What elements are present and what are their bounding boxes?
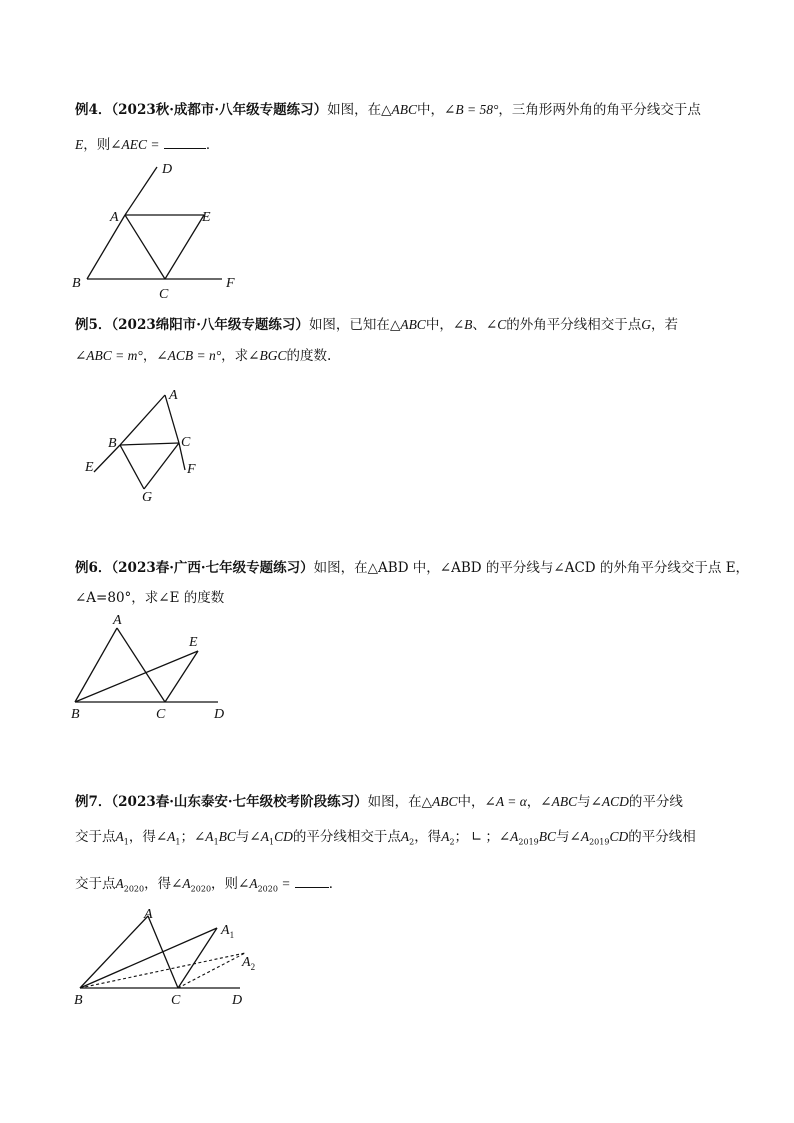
line-ba2-dashed	[80, 953, 245, 988]
text: 中，	[425, 317, 453, 333]
text: 、	[472, 317, 486, 333]
figure-example-7	[60, 900, 280, 1012]
text: 的平分线	[628, 794, 683, 810]
label-b: B	[108, 436, 117, 451]
text: ；	[454, 829, 469, 845]
example-7-line-2	[75, 830, 696, 847]
example-source: （2023春·广西·七年级专题练习）	[111, 560, 314, 576]
math-text: CD	[609, 829, 629, 844]
figure-example-5	[80, 385, 220, 510]
math-angle: ∠B	[452, 317, 473, 332]
text: 的外角平分线相交于点	[506, 317, 642, 333]
label-f: F	[226, 276, 235, 291]
line-ab	[75, 628, 117, 702]
line-ab	[87, 215, 125, 279]
math-point: A	[115, 876, 124, 891]
subscript: 2	[449, 837, 455, 847]
example-5-line-1	[75, 318, 678, 333]
answer-blank[interactable]	[164, 136, 206, 149]
math-point: G	[641, 317, 651, 332]
label-c: C	[171, 993, 181, 1008]
math-triangle: △ABC	[389, 317, 426, 332]
text: ∠A=80°，求∠E 的度数	[75, 590, 225, 606]
example-4-line-2	[75, 136, 219, 153]
text: 如图，在	[327, 102, 382, 118]
answer-blank[interactable]	[295, 875, 329, 888]
line-bc	[120, 443, 179, 445]
text: 与	[577, 794, 591, 810]
math-angle: ∠A	[249, 829, 269, 844]
text: ，则	[83, 137, 111, 153]
label-b: B	[72, 276, 81, 291]
example-source: （2023绵阳市·八年级专题练习）	[111, 317, 309, 333]
text: ；	[180, 829, 194, 845]
text: 如图，在△ABD 中，∠ABD 的平分线与∠ACD 的外角平分线交于点 E，	[313, 560, 750, 576]
math-angle: ∠ABC	[540, 794, 578, 809]
text: 的度数.	[286, 348, 332, 364]
subscript: 1	[123, 837, 129, 847]
text: ，	[526, 794, 541, 810]
math-condition: ∠B = 58°	[444, 102, 499, 117]
subscript: 2020	[123, 884, 145, 894]
text: 如图，在	[367, 794, 422, 810]
subscript: 1	[175, 837, 181, 847]
line-bg	[120, 445, 144, 489]
label-a2: $A_2$	[242, 955, 256, 972]
subscript: 2020	[190, 884, 212, 894]
example-number: 例5．	[75, 317, 112, 333]
text: 的平分线相	[628, 829, 696, 845]
label-a: A	[144, 907, 153, 922]
label-a1: $A_1$	[221, 923, 235, 940]
math-text: BC	[538, 829, 557, 844]
label-c: C	[156, 707, 166, 722]
text: 中，	[417, 102, 445, 118]
label-e: E	[85, 460, 94, 475]
math-question: ∠AEC =	[110, 137, 160, 152]
line-ac	[125, 215, 165, 279]
math-question: ∠BGC	[248, 348, 287, 363]
math-angle: ∠C	[485, 317, 507, 332]
example-number: 例7．	[75, 794, 112, 810]
math-triangle: △ABC	[421, 794, 458, 809]
text: ．	[328, 876, 343, 892]
example-source: （2023秋·成都市·八年级专题练习）	[111, 102, 328, 118]
example-6-line-2	[75, 592, 224, 606]
text: ，求	[221, 348, 249, 364]
text: 中，	[457, 794, 485, 810]
text: ，得	[144, 876, 172, 892]
text: ，得	[414, 829, 442, 845]
text: ；	[485, 829, 499, 845]
example-7-line-1	[75, 795, 683, 810]
text: 如图，已知在	[308, 317, 390, 333]
example-source: （2023春·山东泰安·七年级校考阶段练习）	[111, 794, 368, 810]
line-ce	[165, 651, 198, 702]
label-b: B	[74, 993, 83, 1008]
line-ac	[117, 628, 165, 702]
figure-example-6	[60, 612, 250, 727]
math-point: A	[115, 829, 124, 844]
label-d: D	[232, 993, 243, 1008]
text: 交于点	[75, 829, 116, 845]
label-d: D	[162, 162, 173, 177]
math-text: BC	[218, 829, 236, 844]
label-d: D	[214, 707, 225, 722]
text: ，三角形两外角的角平分线交于点	[498, 102, 701, 118]
math-point: E	[75, 137, 84, 152]
math-angle: ∠A	[155, 829, 176, 844]
subscript: 2019	[518, 837, 539, 847]
text: 交于点	[75, 876, 116, 892]
text: ，则	[211, 876, 239, 892]
label-a: A	[169, 388, 178, 403]
math-angle: ∠A	[171, 876, 191, 891]
example-number: 例4．	[75, 102, 112, 118]
label-c: C	[159, 287, 169, 302]
label-b: B	[71, 707, 80, 722]
ellipsis-symbol: ∟	[471, 829, 483, 845]
math-condition: ∠A = α	[484, 794, 527, 809]
label-g: G	[142, 490, 153, 505]
text: ．	[205, 137, 220, 153]
math-text: =	[277, 876, 291, 891]
text: ，若	[650, 317, 678, 333]
subscript: 1	[213, 837, 219, 847]
math-point: A	[441, 829, 450, 844]
math-angle: ∠A	[194, 829, 214, 844]
label-c: C	[181, 435, 191, 450]
math-angle: ∠A	[569, 829, 590, 844]
line-ca2-dashed	[178, 953, 245, 988]
label-e: E	[189, 635, 198, 650]
figure-example-4	[60, 155, 260, 305]
example-4-line-1	[75, 103, 701, 118]
math-question: ∠A	[238, 876, 258, 891]
math-condition: ∠ACB = n°	[156, 348, 222, 363]
line-ab	[80, 916, 148, 988]
math-text: CD	[274, 829, 293, 844]
label-f: F	[187, 462, 196, 477]
math-condition: ∠ABC = m°	[75, 348, 143, 363]
subscript: 2019	[589, 837, 610, 847]
line-ad	[125, 167, 157, 215]
text: ，得	[128, 829, 156, 845]
line-cg	[144, 443, 179, 489]
text: 的平分线相交于点	[292, 829, 401, 845]
text: ，	[142, 348, 157, 364]
example-number: 例6．	[75, 560, 112, 576]
label-e: E	[202, 210, 211, 225]
subscript: 2	[409, 837, 415, 847]
example-5-line-2	[75, 349, 331, 364]
example-7-line-3	[75, 875, 342, 894]
line-ba	[120, 395, 165, 445]
math-angle: ∠ACD	[590, 794, 629, 809]
subscript: 1	[268, 837, 275, 847]
line-ba1	[80, 928, 217, 988]
text: 与	[556, 829, 570, 845]
subscript: 2020	[257, 884, 278, 894]
text: 与	[235, 829, 250, 845]
math-triangle: △ABC	[381, 102, 418, 117]
math-point: A	[400, 829, 410, 844]
line-ce	[165, 215, 204, 279]
example-6-line-1	[75, 562, 749, 576]
math-angle: ∠A	[498, 829, 519, 844]
label-a: A	[113, 613, 122, 628]
label-a: A	[110, 210, 119, 225]
